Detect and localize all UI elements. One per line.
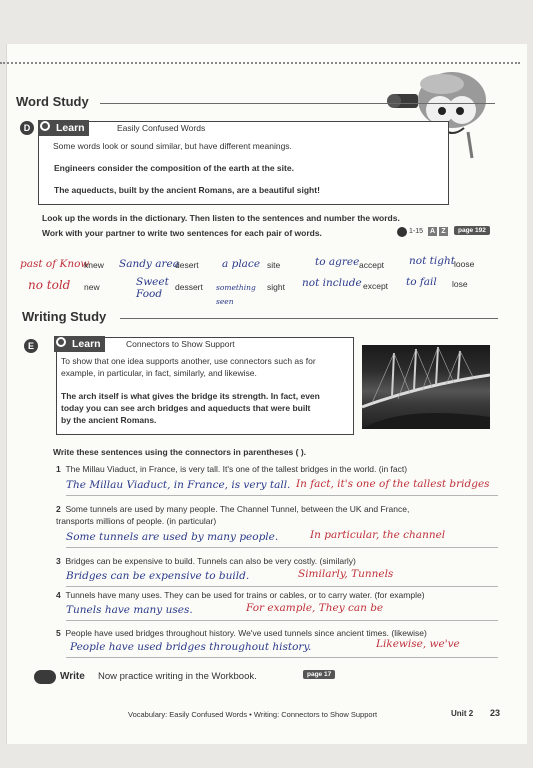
exercise-instruction: Write these sentences using the connectors in parentheses ( ). <box>53 447 307 457</box>
intro-text: Some words look or sound similar, but have different meanings. <box>53 141 292 151</box>
item-prompt: The Millau Viaduct, in France, is very tall. It's one of the tallest bridges in the world. (in fact) <box>65 464 408 474</box>
word-desert: desert <box>175 260 199 270</box>
answer-line <box>66 657 498 658</box>
exercise-item-2-answer-continued: In particular, the channel <box>310 529 446 541</box>
exercise-item-4-answer: Tunels have many uses. <box>66 604 193 616</box>
handwritten-def-accept: to agree <box>315 256 360 268</box>
word-loose: loose <box>454 259 475 269</box>
exercise-item-1-prompt <box>56 463 496 475</box>
write-text: Now practice writing in the Workbook. <box>98 671 257 682</box>
handwritten-def-loose: not tight <box>409 255 455 267</box>
audio-icon[interactable] <box>397 227 407 237</box>
exercise-item-1-answer: The Millau Viaduct, in France, is very tall. <box>66 479 291 491</box>
word-except: except <box>363 281 389 291</box>
magnifier-icon <box>56 337 66 347</box>
handwritten-def-new: no told <box>28 278 71 292</box>
exercise-item-5-answer-continued: Likewise, we've <box>376 638 460 650</box>
item-number: 3 <box>56 556 61 566</box>
learn-tag <box>38 120 89 136</box>
answer-line <box>66 547 498 548</box>
intro-text: To show that one idea supports another, use connectors such as for example, in particular, in fact, similarly, and likewise. <box>61 356 316 378</box>
example-sentence-2: The aqueducts, built by the ancient Romans, are a beautiful sight! <box>54 185 320 195</box>
word-lose: lose <box>452 279 468 289</box>
page-number: 23 <box>490 708 501 718</box>
handwritten-def-knew: past of Know <box>20 258 90 270</box>
handwritten-def-lose: to fail <box>406 276 437 288</box>
learn-tag-label: Learn <box>56 122 85 134</box>
word-site: site <box>267 260 281 270</box>
writing-study-heading: Writing Study <box>22 309 107 324</box>
word-knew: knew <box>84 260 104 270</box>
word-sight: sight <box>267 282 285 292</box>
handwritten-def-site: a place <box>222 258 261 270</box>
answer-line <box>66 586 498 587</box>
item-prompt: Some tunnels are used by many people. The Channel Tunnel, between the UK and France, transports millions of people. (in particular) <box>56 504 410 526</box>
exercise-item-4-answer-continued: For example, They can be <box>246 602 384 614</box>
exercise-item-3-answer-continued: Similarly, Tunnels <box>298 568 394 580</box>
section-badge-d: D <box>20 121 34 135</box>
heading-rule <box>120 318 498 319</box>
exercise-item-3-prompt <box>56 555 496 567</box>
footer-text: Vocabulary: Easily Confused Words • Writing: Connectors to Show Support <box>128 710 378 719</box>
word-accept: accept <box>359 260 385 270</box>
item-prompt: Bridges can be expensive to build. Tunnels can also be very costly. (similarly) <box>65 556 356 566</box>
section-badge-e: E <box>24 339 38 353</box>
exercise-item-2-answer: Some tunnels are used by many people. <box>66 531 279 543</box>
item-number: 2 <box>56 504 61 514</box>
workbook-page-tag[interactable]: page 17 <box>303 670 335 679</box>
write-tag: Write <box>60 671 85 682</box>
magnifier-icon <box>40 121 50 131</box>
heading-rule <box>100 103 495 104</box>
bridge-image <box>362 345 490 429</box>
pencil-icon <box>34 670 56 684</box>
learn-title: Connectors to Show Support <box>126 339 235 349</box>
page-reference-tag[interactable]: page 192 <box>454 226 490 235</box>
item-number: 4 <box>56 590 61 600</box>
answer-line <box>66 620 498 621</box>
instructions-line-1: Look up the words in the dictionary. Then listen to the sentences and number the words. <box>42 213 400 223</box>
example-sentence-1: Engineers consider the composition of the earth at the site. <box>54 163 294 173</box>
handwritten-def-except: not include <box>302 277 362 289</box>
item-number: 5 <box>56 628 61 638</box>
bridge-photo <box>362 345 490 429</box>
handwritten-def-sight: something seen <box>216 283 256 306</box>
exercise-item-4-prompt <box>56 589 496 601</box>
item-number: 1 <box>56 464 61 474</box>
exercise-item-5-answer: People have used bridges throughout history. <box>70 641 312 653</box>
word-new: new <box>84 282 100 292</box>
learn-title: Easily Confused Words <box>117 123 206 133</box>
handwritten-def-desert: Sandy area <box>119 258 179 270</box>
footer-unit: Unit 2 <box>451 709 474 718</box>
dictionary-a-icon: A <box>429 228 436 235</box>
word-dessert: dessert <box>175 282 203 292</box>
handwritten-def-dessert: Sweet Food <box>136 276 169 300</box>
audio-track: 1-15 <box>409 228 424 235</box>
item-prompt: People have used bridges throughout history. We've used tunnels since ancient times. (likewise) <box>65 628 427 638</box>
exercise-item-3-answer: Bridges can be expensive to build. <box>66 570 250 582</box>
answer-line <box>66 495 498 496</box>
exercise-item-1-answer-continued: In fact, it's one of the tallest bridges <box>296 478 490 490</box>
exercise-item-2-prompt <box>56 503 436 527</box>
instructions-line-2: Work with your partner to write two sentences for each pair of words. <box>42 228 322 238</box>
example-paragraph: The arch itself is what gives the bridge its strength. In fact, even today you can see arch bridges and aqueducts that were built by the ancient Romans. <box>61 391 320 425</box>
item-prompt: Tunnels have many uses. They can be used for trains or cables, or to carry water. (for example) <box>65 590 425 600</box>
learn-tag-label: Learn <box>72 338 101 350</box>
dictionary-z-icon: Z <box>439 227 448 236</box>
word-study-heading: Word Study <box>16 94 89 109</box>
learn-tag <box>54 336 105 352</box>
